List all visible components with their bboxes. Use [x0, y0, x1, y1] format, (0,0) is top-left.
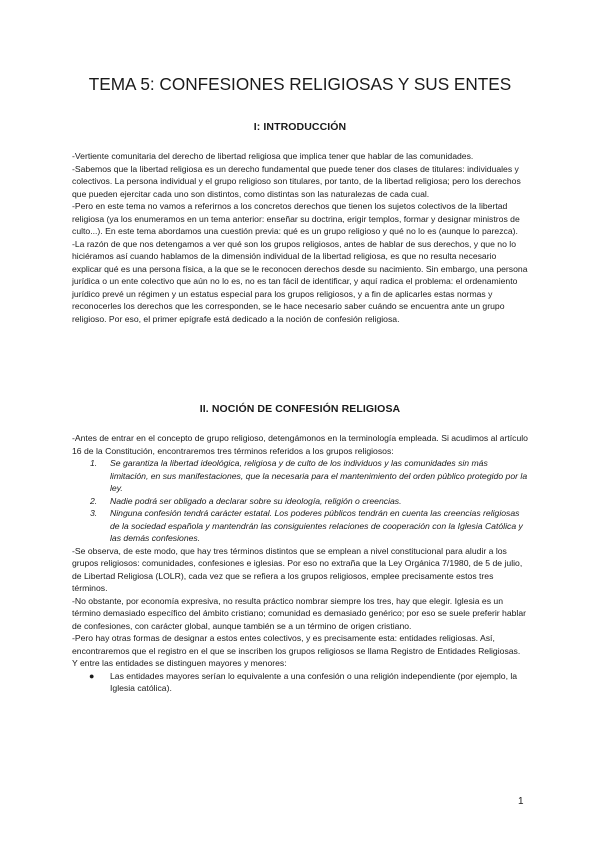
paragraph: -Pero en este tema no vamos a referirnos a los concretos derechos que tienen los sujetos colectivos de la libertad religiosa (ya los enumeramos en un tema anterior: enseñar su doctrina, erigir templos, formar y designar ministros de culto...). En este tema abordamos una cuestión previa: qué es un grupo religioso y qué no lo es (aunque lo parezca). [72, 201, 520, 236]
document-title: TEMA 5: CONFESIONES RELIGIOSAS Y SUS ENTES [88, 74, 512, 94]
list-item-text: Nadie podrá ser obligado a declarar sobre su ideología, religión o creencias. [110, 495, 402, 506]
paragraph: -Vertiente comunitaria del derecho de libertad religiosa que implica tener que hablar de las comunidades. [72, 151, 474, 161]
list-number: 3. [90, 508, 98, 518]
paragraph: -Antes de entrar en el concepto de grupo religioso, detengámonos en la terminología empleada. Si acudimos al artículo 16 de la Constitución, encontraremos tres términos referidos a los grupos religiosos: [72, 433, 528, 456]
list-item [72, 507, 528, 545]
list-item [72, 670, 528, 695]
bullet-icon: ● [89, 670, 95, 681]
paragraph: -No obstante, por economía expresiva, no resulta práctico nombrar siempre los tres, hay que elegir. Iglesia es un término demasiado específico del ámbito cristiano; comunidad es demasiado genérico; por eso se suele preferir hablar de confesiones, con carácter global, aunque también se a un término de origen cristiano. [72, 595, 527, 631]
list-number: 2. [90, 495, 98, 506]
list-item-text: Ninguna confesión tendrá carácter estatal. Los poderes públicos tendrán en cuenta las creencias religiosas de la sociedad española y mantendrán las consiguientes relaciones de cooperación con la Iglesia Católica y las demás confesiones. [110, 508, 523, 543]
list-item-text: Se garantiza la libertad ideológica, religiosa y de culto de los individuos y las comunidades sin más limitación, en sus manifestaciones, que la necesaria para el mantenimiento del orden público protegido por la ley. [110, 458, 528, 493]
section-introduccion-body [72, 150, 528, 325]
paragraph: -La razón de que nos detengamos a ver qué son los grupos religiosos, antes de hablar de sus derechos, y que no lo hiciéramos así cuando hablamos de la dimensión individual de la libertad religiosa, es que no resulta necesario explicar qué es una persona física, a la que se le reconocen derechos desde su nacimiento. Sin embargo, una persona jurídica o un ente colectivo que aún no lo es, no es tan fácil de identificar, y aquí radica el problema: el ordenamiento jurídico prevé un régimen y un estatus especial para los grupos religiosos, y a fin de aplicarles estas normas y reconocerles los derechos que les corresponden, se le hace necesario saber cuándo se encuentra ante un grupo religioso. Por eso, el primer epígrafe está dedicado a la noción de confesión religiosa. [72, 238, 528, 324]
list-item-text: Las entidades mayores serían lo equivalente a una confesión o una religión independiente (por ejemplo, la Iglesia católica). [110, 670, 518, 693]
section-nocion-body [72, 432, 528, 695]
page-number: 1 [518, 796, 524, 807]
paragraph: -Sabemos que la libertad religiosa es un derecho fundamental que puede tener dos clases de titulares: individuales y colectivos. La persona individual y el grupo religioso son titulares, por tanto, de la libertad religiosa; pero los derechos que pueden ejercitar cada uno son distintos, como distintas son las naturalezas de cada cual. [72, 163, 521, 199]
entities-bullet-list [72, 670, 528, 695]
list-item [72, 495, 528, 508]
section-heading-introduccion: I: INTRODUCCIÓN [253, 121, 347, 133]
constitution-quote-list [72, 457, 528, 545]
list-item [72, 457, 528, 495]
paragraph: -Pero hay otras formas de designar a estos entes colectivos, y es precisamente esta: entidades religiosas. Así, encontraremos que el registro en el que se inscriben los grupos religiosos se llama Registro de Entidades Religiosas. Y entre las entidades se distinguen mayores y menores: [72, 633, 521, 668]
section-heading-nocion: II. NOCIÓN DE CONFESIÓN RELIGIOSA [199, 403, 401, 415]
list-number: 1. [90, 458, 98, 468]
paragraph: -Se observa, de este modo, que hay tres términos distintos que se emplean a nivel constitucional para aludir a los grupos religiosos: comunidades, confesiones e iglesias. Por eso no extraña que la Ley Orgánica 7/1980, de 5 de julio, de Libertad Religiosa (LOLR), cada vez que se refiera a los grupos religiosos, emplee precisamente estos tres términos. [72, 545, 523, 593]
